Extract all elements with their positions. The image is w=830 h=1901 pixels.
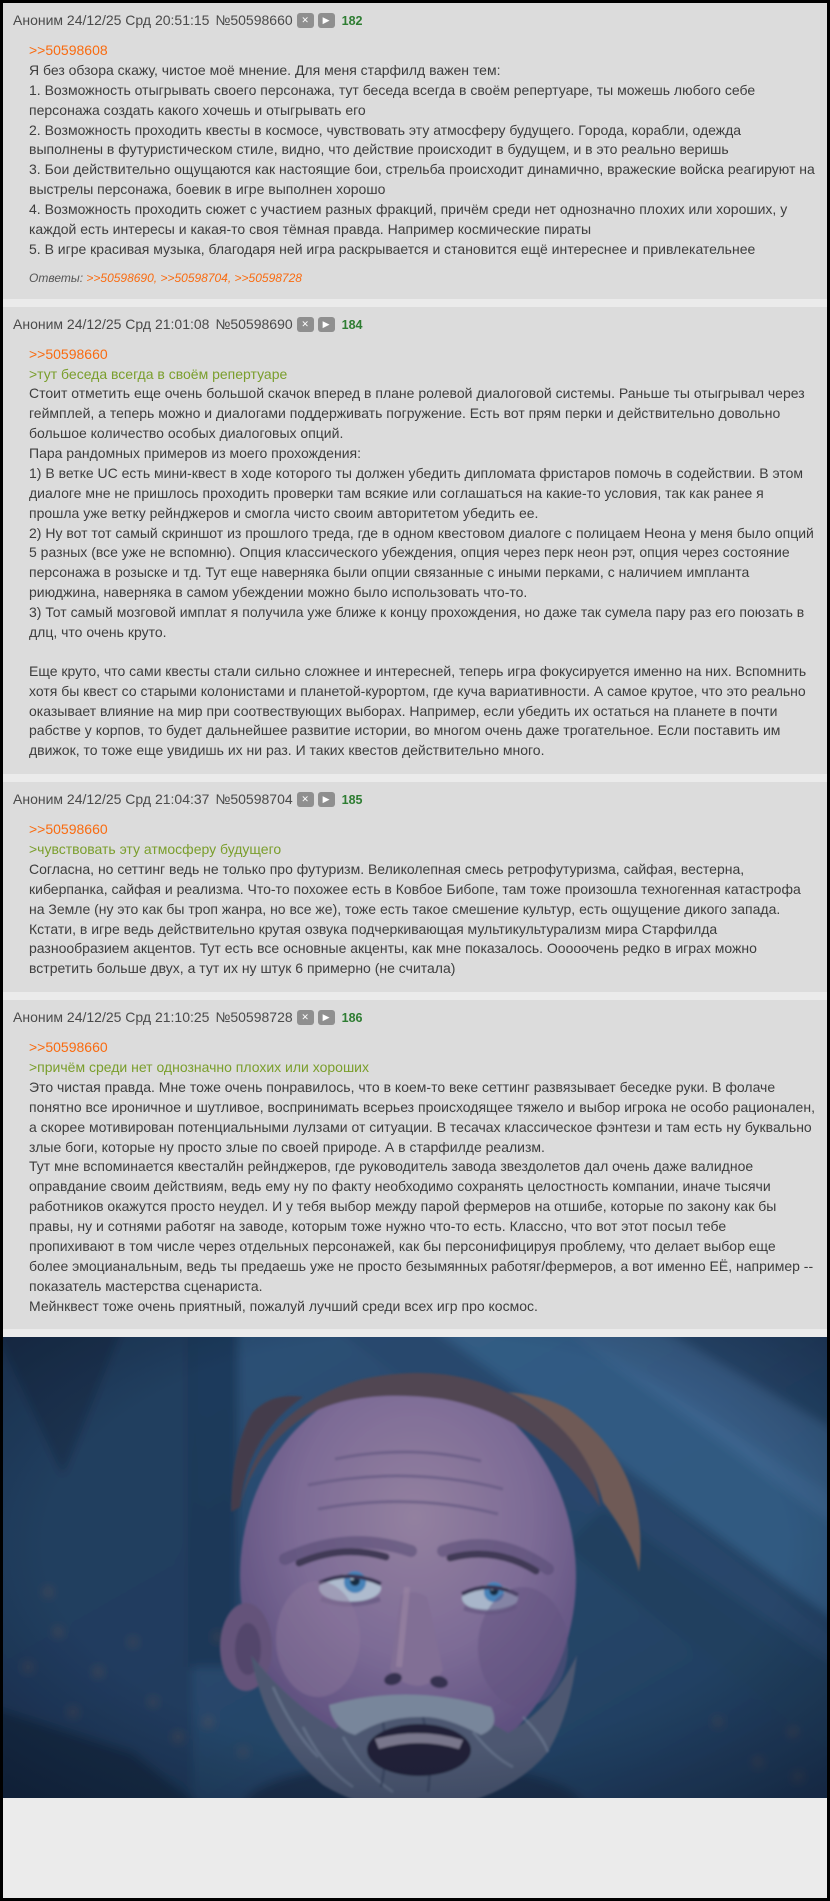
post-number-link[interactable]: №50598690	[215, 315, 293, 332]
post-line-text: Пара рандомных примеров из моего прохождения:	[29, 445, 361, 461]
post-line-text: 2) Ну вот тот самый скриншот из прошлого треда, где в одном квестовом диалоге с полицаем Неона у меня было опций 5 разных (все уже не вспомню). Опция классического убеждения, опция через перк неон рэт, опция через состояние персонажа в розыске и тд. Тут еще наверняка были опции связанные с иными перками, с наличием импланта риюджина, наверняка в самом убеждении можно было использовать что-то.	[29, 524, 814, 601]
post	[3, 782, 827, 992]
post-datetime: 24/12/25 Срд 21:04:37	[66, 791, 214, 808]
post-line-quote: >чувствовать эту атмосферу будущего	[29, 841, 282, 857]
answer-link[interactable]: >>50598728	[234, 270, 302, 285]
expand-post-button[interactable]	[318, 317, 335, 332]
expand-post-button[interactable]	[318, 1010, 335, 1025]
reply-link[interactable]: >>50598660	[29, 345, 108, 362]
post-answers	[29, 271, 817, 285]
post-number-link[interactable]: №50598660	[215, 12, 293, 28]
post	[3, 1000, 827, 1329]
post-line-reply	[29, 820, 815, 840]
post-line-quote: >тут беседа всегда в своём репертуаре	[29, 365, 288, 382]
play-icon: ▶	[322, 794, 330, 805]
expand-post-button[interactable]	[318, 13, 335, 28]
post-line-reply	[29, 345, 815, 365]
post-index-counter: 182	[341, 14, 363, 28]
post-header	[13, 791, 817, 807]
post-datetime: 24/12/25 Срд 21:10:25	[66, 1009, 214, 1026]
post-index-counter: 184	[341, 317, 363, 332]
answer-link[interactable]: >>50598690	[86, 270, 154, 285]
movie-still-image	[3, 1337, 827, 1798]
post-line-text: Стоит отметить еще очень большой скачок вперед в плане ролевой диалоговой системы. Раньше ты отыгрывал через геймплей, а теперь можно и диалогами поддерживать погружение. Есть вот прям перки и действительно довольно большое количество особых диалоговых опций.	[29, 385, 805, 442]
post-index-counter: 185	[341, 793, 363, 808]
post-body	[29, 41, 815, 260]
post	[3, 3, 827, 299]
reply-link[interactable]: >>50598608	[29, 42, 108, 58]
post-header	[13, 316, 817, 332]
post-line-text: 1. Возможность отыгрывать своего персонажа, тут беседа всегда в своём репертуаре, ты можешь любого себе персонажа создать какого хочешь и отыгрывать его	[29, 81, 756, 118]
close-icon: ✕	[301, 794, 309, 805]
hide-post-button[interactable]	[297, 317, 314, 332]
post-line-text: 3. Бои действительно ощущаются как настоящие бои, стрельба происходит динамично, вражеские войска реагируют на выстрелы персонажа, боевик в игре выполнен хорошо	[29, 161, 815, 198]
hide-post-button[interactable]	[297, 13, 314, 28]
post-line-text: 2. Возможность проходить квесты в космосе, чувствовать эту атмосферу будущего. Города, корабли, одежда выполнены в футуристическом стиле, видно, что действие происходит в будущем, и в это реально веришь	[29, 121, 742, 158]
answer-separator: ,	[153, 270, 161, 285]
hide-post-button[interactable]	[297, 792, 314, 807]
answer-separator: ,	[227, 270, 235, 285]
post-image-thumbnail[interactable]	[3, 1337, 827, 1798]
expand-post-button[interactable]	[318, 792, 335, 807]
play-icon: ▶	[322, 15, 330, 25]
post-index-counter: 186	[341, 1011, 363, 1026]
post-number-link[interactable]: №50598704	[215, 791, 293, 808]
post-line-text: 3) Тот самый мозговой имплат я получила уже ближе к концу прохождения, но даже так сумела пару раз его поюзать в длц, что очень круто.	[29, 604, 805, 640]
play-icon: ▶	[322, 1012, 330, 1023]
post-line-text: Это чистая правда. Мне тоже очень понравилось, что в коем-то веке сеттинг развязывает беседке руки. В фолаче понятно все ироничное и шутливое, воспринимать всерьез происходящее тяжело и выбор игрока не особо рационален, а скорее мотивирован потенциальными лулзами от ситуации. В тесачах классическое фэнтези и там есть ну буквально злые боги, которые ну просто злые по своей природе. А в старфилде реализм.	[29, 1078, 815, 1155]
reply-link[interactable]: >>50598660	[29, 1039, 108, 1056]
post-line-text: 1) В ветке UC есть мини-квест в ходе которого ты должен убедить дипломата фристаров помочь в содействии. В этом диалоге мне не пришлось проходить проверки там всякие или соглашаться на какие-то условия, так как ранее я прошла уже ветку рейнджеров и смогла чисто своим авторитетом убедить ее.	[29, 464, 804, 521]
post-line-quote: >причём среди нет однозначно плохих или хороших	[29, 1059, 369, 1075]
post	[3, 307, 827, 775]
posts-container	[3, 3, 827, 1329]
post-author: Аноним	[13, 315, 67, 332]
answer-link[interactable]: >>50598704	[160, 270, 228, 285]
post-line-text: Я без обзора скажу, чистое моё мнение. Для меня старфилд важен тем:	[29, 61, 501, 78]
post-line-text: Мейнквест тоже очень приятный, пожалуй лучший среди всех игр про космос.	[29, 1297, 538, 1314]
post-line-blank	[29, 643, 815, 662]
hide-post-button[interactable]	[297, 1010, 314, 1025]
post-line-text: Тут мне вспоминается квесталйн рейнджеров, где руководитель завода звездолетов дал очень даже валидное оправдание своим действиям, ведь ему ну по факту необходимо сохранять целостность компании, иначе тысячи работников окажутся просто неудел. И у тебя выбор между парой фермеров на отшибе, которые по закону как бы правы, ну и сотнями работяг на заводе, которым тоже нужно что-то есть. Классно, что вот этот посыл тебе пропихивают в том числе через отдельных персонажей, как бы персонифицируя проблему, что делает выбор еще более эмоцианальным, ведь ты предаешь уже не просто безымянных работяг/фермеров, а вот именно ЕЁ, например -- показатель мастерства сценариста.	[29, 1158, 814, 1294]
post-body	[29, 345, 815, 762]
post-datetime: 24/12/25 Срд 21:01:08	[66, 315, 214, 332]
post-body	[29, 820, 815, 979]
play-icon: ▶	[322, 318, 330, 329]
close-icon: ✕	[301, 318, 309, 329]
close-icon: ✕	[301, 1012, 309, 1023]
post-line-text: Кстати, в игре ведь действительно крутая озвука подчеркивающая мультикультурализм мира Старфилда разнообразием акцентов. Тут есть все основные акценты, как мне показалось. Ооооочень редко в играх можно встретить больше двух, а тут их ну штук 6 примерно (не считала)	[29, 920, 757, 977]
post-author: Аноним	[13, 12, 67, 28]
post-author: Аноним	[13, 791, 67, 808]
post-line-reply	[29, 1038, 815, 1058]
close-icon: ✕	[301, 15, 309, 25]
post-datetime: 24/12/25 Срд 20:51:15	[66, 12, 214, 28]
post-line-reply	[29, 41, 815, 61]
post-line-text: Еще круто, что сами квесты стали сильно сложнее и интересней, теперь игра фокусируется именно на них. Вспомнить хотя бы квест со старыми колонистами и планетой-курортом, где куча вариативности. А самое крутое, что это реально оказывает влияние на мир при соотвествующих выборах. Например, если убедить их остаться на планете в почти рабстве у корпов, то будет дальнейшее развитие истории, во многом очень даже трогательное. Если поставить им движок, то тоже еще увидишь их ни раз. И таких квестов действительно много.	[29, 662, 807, 759]
post-line-text: Согласна, но сеттинг ведь не только про футуризм. Великолепная смесь ретрофутуризма, сайфая, вестерна, киберпанка, сайфая и реализма. Что-то похожее есть в Ковбое Бибопе, там тоже произошла техногенная катастрофа на Земле (ну это как бы троп жанра, но все же), тоже есть такое смешение культур, есть ощущение дикого запада.	[29, 860, 801, 917]
post-header	[13, 12, 817, 28]
answers-label: Ответы:	[29, 270, 87, 285]
reply-link[interactable]: >>50598660	[29, 821, 108, 838]
post-header	[13, 1009, 817, 1025]
post-body	[29, 1038, 815, 1316]
post-number-link[interactable]: №50598728	[215, 1009, 293, 1026]
post-line-text: 5. В игре красивая музыка, благодаря ней игра раскрывается и становится ещё интереснее и привлекательнее	[29, 240, 756, 257]
post-line-text: 4. Возможность проходить сюжет с участием разных фракций, причём среди нет однозначно плохих или хороших, у каждой есть интересы и какая-то своя тёмная правда. Например космические пираты	[29, 201, 788, 237]
post-author: Аноним	[13, 1009, 67, 1026]
